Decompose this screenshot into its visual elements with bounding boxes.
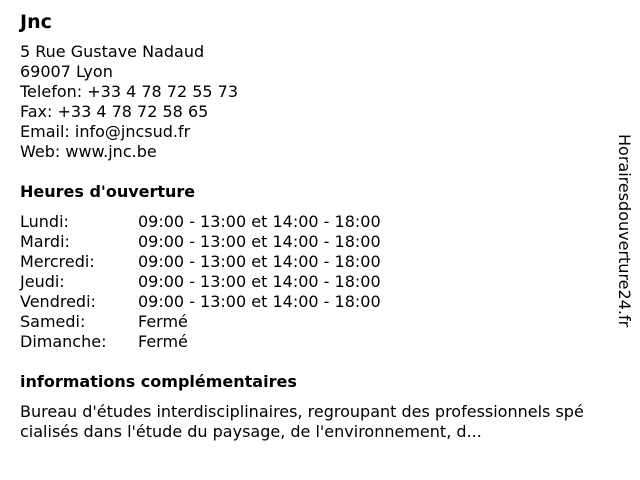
hours-row-wednesday [20,252,600,272]
hours-row-thursday [20,272,600,292]
day-hours: 09:00 - 13:00 et 14:00 - 18:00 [138,212,381,231]
site-watermark: Horairesdouverture24.fr [615,134,634,328]
phone-number: Telefon: +33 4 78 72 55 73 [20,82,239,101]
info-heading: informations complémentaires [20,372,297,391]
contact-block [20,42,600,162]
business-description: Bureau d'études interdisciplinaires, regroupant des professionnels spécialisés dans l'étude du paysage, de l'environnement, d... [20,402,584,441]
hours-row-saturday [20,312,600,332]
day-hours: Fermé [138,332,188,351]
day-label: Mercredi: [20,252,95,271]
day-label: Samedi: [20,312,86,331]
day-hours: 09:00 - 13:00 et 14:00 - 18:00 [138,272,381,291]
day-label: Vendredi: [20,292,96,311]
hours-heading: Heures d'ouverture [20,182,196,201]
day-label: Jeudi: [20,272,65,291]
hours-row-tuesday [20,232,600,252]
email-address: Email: info@jncsud.fr [20,122,191,141]
website: Web: www.jnc.be [20,142,157,161]
day-hours: 09:00 - 13:00 et 14:00 - 18:00 [138,292,381,311]
day-label: Dimanche: [20,332,107,351]
day-hours: Fermé [138,312,188,331]
hours-row-friday [20,292,600,312]
hours-list [20,212,600,352]
address-street: 5 Rue Gustave Nadaud [20,42,205,61]
business-details [20,8,600,442]
fax-number: Fax: +33 4 78 72 58 65 [20,102,209,121]
day-hours: 09:00 - 13:00 et 14:00 - 18:00 [138,232,381,251]
day-label: Mardi: [20,232,70,251]
day-label: Lundi: [20,212,69,231]
business-name: Jnc [20,11,52,33]
hours-row-sunday [20,332,600,352]
hours-row-monday [20,212,600,232]
address-city: 69007 Lyon [20,62,113,81]
day-hours: 09:00 - 13:00 et 14:00 - 18:00 [138,252,381,271]
